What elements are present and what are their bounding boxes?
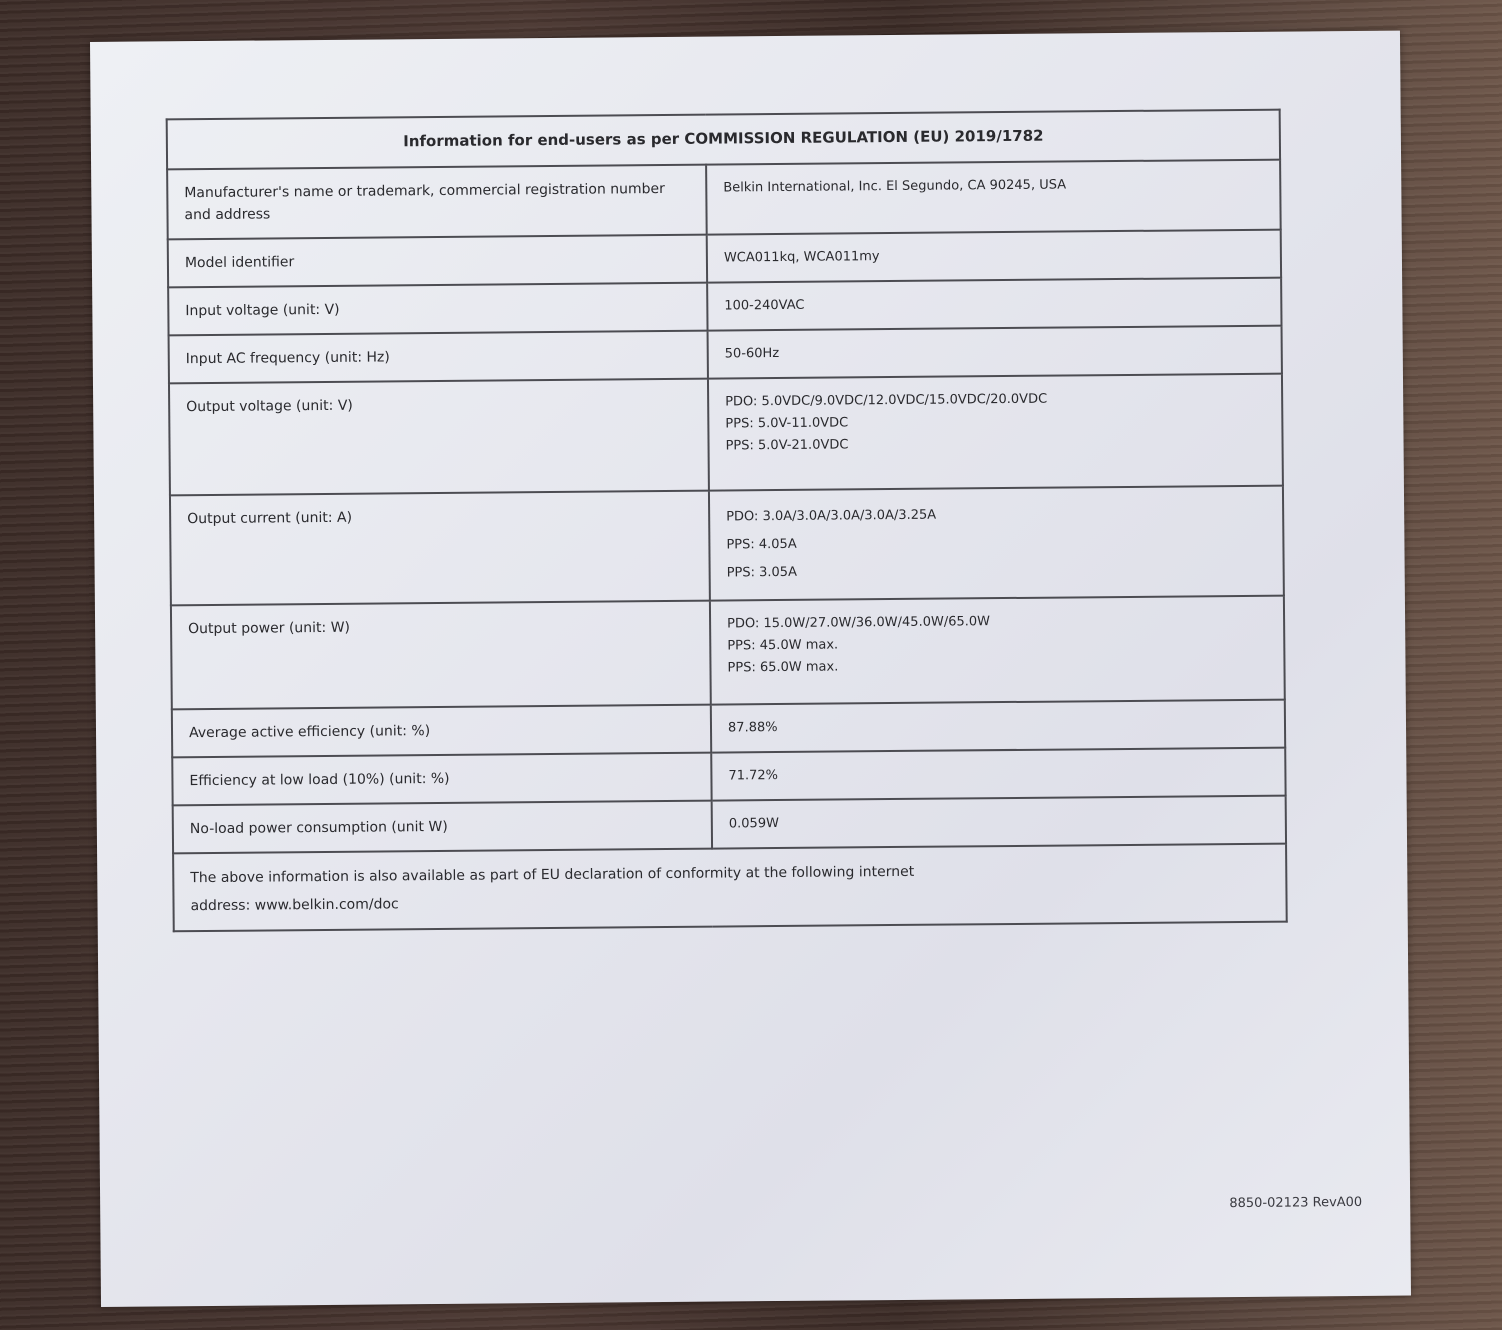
row-label: Output current (unit: A) [170, 491, 710, 606]
value-line: 87.88% [727, 720, 778, 736]
row-label: Model identifier [168, 235, 707, 288]
row-label: Input AC frequency (unit: Hz) [169, 331, 708, 384]
row-value [711, 748, 1285, 801]
row-label: No-load power consumption (unit W) [173, 801, 712, 854]
value-line: PPS: 5.0V-21.0VDC [725, 437, 849, 454]
row-value [708, 374, 1283, 491]
row-label: Manufacturer's name or trademark, commercial registration number and address [167, 165, 707, 240]
row-label: Efficiency at low load (10%) (unit: %) [172, 753, 711, 806]
row-label: Output voltage (unit: V) [169, 379, 709, 496]
value-line: PPS: 3.05A [726, 564, 798, 581]
row-label: Input voltage (unit: V) [168, 283, 707, 336]
value-line: PPS: 5.0V-11.0VDC [725, 415, 849, 432]
row-value [707, 230, 1281, 283]
value-line: WCA011kq, WCA011my [723, 249, 880, 266]
table-row [171, 596, 1285, 710]
value-line: PDO: 15.0W/27.0W/36.0W/45.0W/65.0W [727, 614, 991, 632]
row-value [708, 326, 1282, 379]
value-line: 100-240VAC [724, 297, 805, 314]
value-line: PDO: 3.0A/3.0A/3.0A/3.0A/3.25A [726, 507, 937, 525]
row-value [710, 596, 1285, 705]
table-row [169, 374, 1283, 496]
value-line: PPS: 4.05A [726, 536, 797, 553]
value-line: 0.059W [728, 816, 779, 832]
footer-address: address: www.belkin.com/doc [190, 896, 399, 915]
table-footer [173, 844, 1287, 932]
table-title: Information for end-users as per COMMISSION REGULATION (EU) 2019/1782 [167, 110, 1280, 170]
value-line: 71.72% [728, 768, 779, 784]
document-code: 8850-02123 RevA00 [1229, 1194, 1363, 1212]
table-row [167, 160, 1281, 240]
row-value [709, 486, 1284, 601]
footer-text: The above information is also available as part of EU declaration of conformity at the following internet [190, 863, 915, 887]
row-value [711, 700, 1285, 753]
value-line: PPS: 65.0W max. [727, 659, 839, 676]
row-value [707, 278, 1281, 331]
regulation-info-table [166, 109, 1288, 933]
table-footer-row [173, 844, 1287, 932]
row-value [706, 160, 1281, 235]
value-line: Belkin International, Inc. El Segundo, CA 90245, USA [723, 177, 1067, 196]
value-line: PPS: 45.0W max. [727, 637, 839, 654]
table-row [170, 486, 1284, 606]
document-sheet [90, 31, 1411, 1307]
row-label: Average active efficiency (unit: %) [172, 705, 711, 758]
value-line: 50-60Hz [724, 345, 780, 362]
value-line: PDO: 5.0VDC/9.0VDC/12.0VDC/15.0VDC/20.0VDC [725, 391, 1048, 410]
row-value [712, 796, 1286, 849]
row-label: Output power (unit: W) [171, 601, 711, 710]
